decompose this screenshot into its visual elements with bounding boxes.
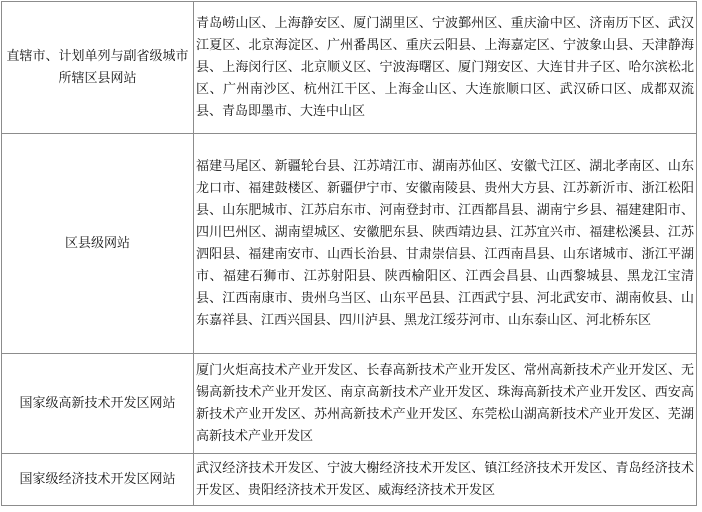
category-cell: 区县级网站 <box>2 134 194 354</box>
page <box>1 1 697 506</box>
website-category-table <box>1 1 697 506</box>
table-row <box>2 2 697 134</box>
table-row <box>2 354 697 454</box>
site-list-cell: 武汉经济技术开发区、宁波大榭经济技术开发区、镇江经济技术开发区、青岛经济技术开发区、贵阳经济技术开发区、威海经济技术开发区 <box>194 454 697 506</box>
site-list-cell: 福建马尾区、新疆轮台县、江苏靖江市、湖南苏仙区、安徽弋江区、湖北孝南区、山东龙口市、福建鼓楼区、新疆伊宁市、安徽南陵县、贵州大方县、江苏新沂市、浙江松阳县、山东肥城市、江苏启东市、河南登封市、江西都昌县、湖南宁乡县、福建建阳市、四川巴州区、湖南望城区、安徽肥东县、陕西靖边县、江苏宜兴市、福建松溪县、江苏泗阳县、福建南安市、山西长治县、甘肃崇信县、江西南昌县、山东诸城市、浙江平湖市、福建石狮市、江苏射阳县、陕西榆阳区、江西会昌县、山西黎城县、黑龙江宝清县、江西南康市、贵州乌当区、山东平邑县、江西武宁县、河北武安市、湖南攸县、山东嘉祥县、江西兴国县、四川泸县、黑龙江绥芬河市、山东泰山区、河北桥东区 <box>194 134 697 354</box>
category-cell: 国家级高新技术开发区网站 <box>2 354 194 454</box>
table-row <box>2 454 697 506</box>
category-cell: 国家级经济技术开发区网站 <box>2 454 194 506</box>
table-row <box>2 134 697 354</box>
category-cell: 直辖市、计划单列与副省级城市所辖区县网站 <box>2 2 194 134</box>
site-list-cell: 青岛崂山区、上海静安区、厦门湖里区、宁波鄞州区、重庆渝中区、济南历下区、武汉江夏区、北京海淀区、广州番禺区、重庆云阳县、上海嘉定区、宁波象山县、天津静海县、上海闵行区、北京顺义区、宁波海曙区、厦门翔安区、大连甘井子区、哈尔滨松北区、广州南沙区、杭州江干区、上海金山区、大连旅顺口区、武汉硚口区、成都双流县、青岛即墨市、大连中山区 <box>194 2 697 134</box>
site-list-cell: 厦门火炬高技术产业开发区、长春高新技术产业开发区、常州高新技术产业开发区、无锡高新技术产业开发区、南京高新技术产业开发区、珠海高新技术产业开发区、西安高新技术产业开发区、苏州高新技术产业开发区、东莞松山湖高新技术产业开发区、芜湖高新技术产业开发区 <box>194 354 697 454</box>
